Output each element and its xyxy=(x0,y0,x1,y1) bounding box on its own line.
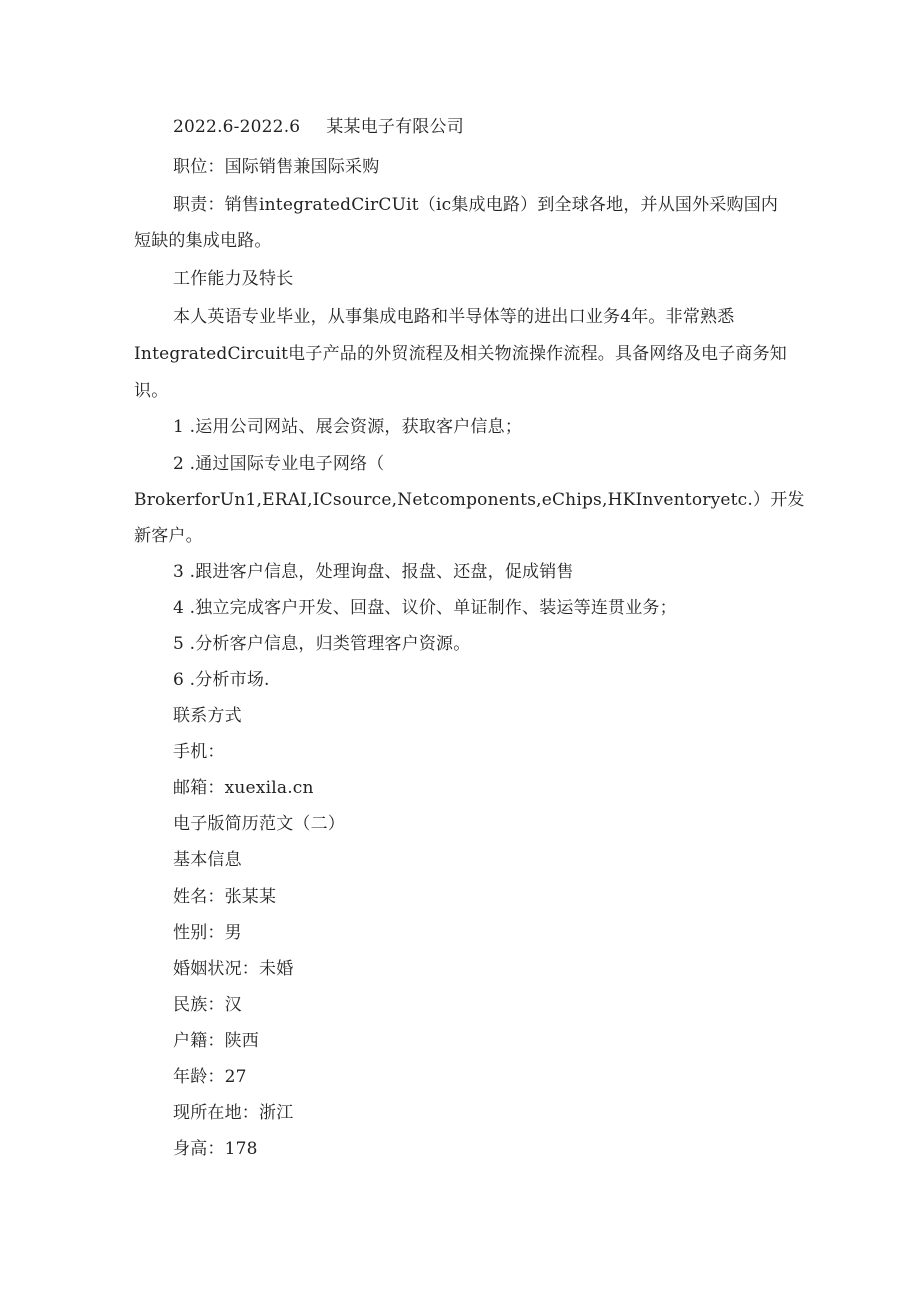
abilities-line-1: 本人英语专业毕业，从事集成电路和半导体等的进出口业务4年。非常熟悉 xyxy=(173,307,735,327)
info-name: 姓名：张某某 xyxy=(173,887,277,907)
list-item-5: 5 .分析客户信息，归类管理客户资源。 xyxy=(173,634,471,654)
contact-phone: 手机： xyxy=(173,742,225,762)
list-item-2-line-1: 2 .通过国际专业电子网络（ xyxy=(173,454,385,474)
job-duties-line-1: 职责：销售integratedCirCUit（ic集成电路）到全球各地，并从国外采购国内 xyxy=(173,195,779,215)
contact-email: 邮箱：xuexila.cn xyxy=(173,778,314,798)
list-item-4: 4 .独立完成客户开发、回盘、议价、单证制作、装运等连贯业务； xyxy=(173,598,677,618)
list-item-3: 3 .跟进客户信息，处理询盘、报盘、还盘，促成销售 xyxy=(173,562,574,582)
list-item-2-line-3: 新客户。 xyxy=(134,526,203,546)
info-age: 年龄：27 xyxy=(173,1067,247,1087)
list-item-2-line-2: BrokerforUn1,ERAI,ICsource,Netcomponents,eChips,HKInventoryetc.）开发 xyxy=(134,490,805,510)
info-marital-status: 婚姻状况：未婚 xyxy=(173,959,294,979)
job-date-range: 2022.6-2022.6 xyxy=(173,117,301,137)
job-position: 职位：国际销售兼国际采购 xyxy=(173,157,380,177)
info-location: 现所在地：浙江 xyxy=(173,1103,294,1123)
list-item-6: 6 .分析市场. xyxy=(173,670,270,690)
list-item-1: 1 .运用公司网站、展会资源，获取客户信息； xyxy=(173,417,523,437)
job-header xyxy=(173,115,464,139)
sample-title: 电子版简历范文（二） xyxy=(173,814,345,834)
section-basic-heading: 基本信息 xyxy=(173,850,242,870)
abilities-line-2: IntegratedCircuit电子产品的外贸流程及相关物流操作流程。具备网络及电子商务知 xyxy=(134,344,787,364)
info-ethnicity: 民族：汉 xyxy=(173,995,242,1015)
info-hukou: 户籍：陕西 xyxy=(173,1031,259,1051)
job-duties-line-2: 短缺的集成电路。 xyxy=(134,231,272,251)
info-gender: 性别：男 xyxy=(173,923,242,943)
section-abilities-heading: 工作能力及特长 xyxy=(173,269,294,289)
info-height: 身高：178 xyxy=(173,1139,258,1159)
section-contact-heading: 联系方式 xyxy=(173,706,242,726)
abilities-line-3: 识。 xyxy=(134,381,169,401)
job-company: 某某电子有限公司 xyxy=(326,117,464,137)
